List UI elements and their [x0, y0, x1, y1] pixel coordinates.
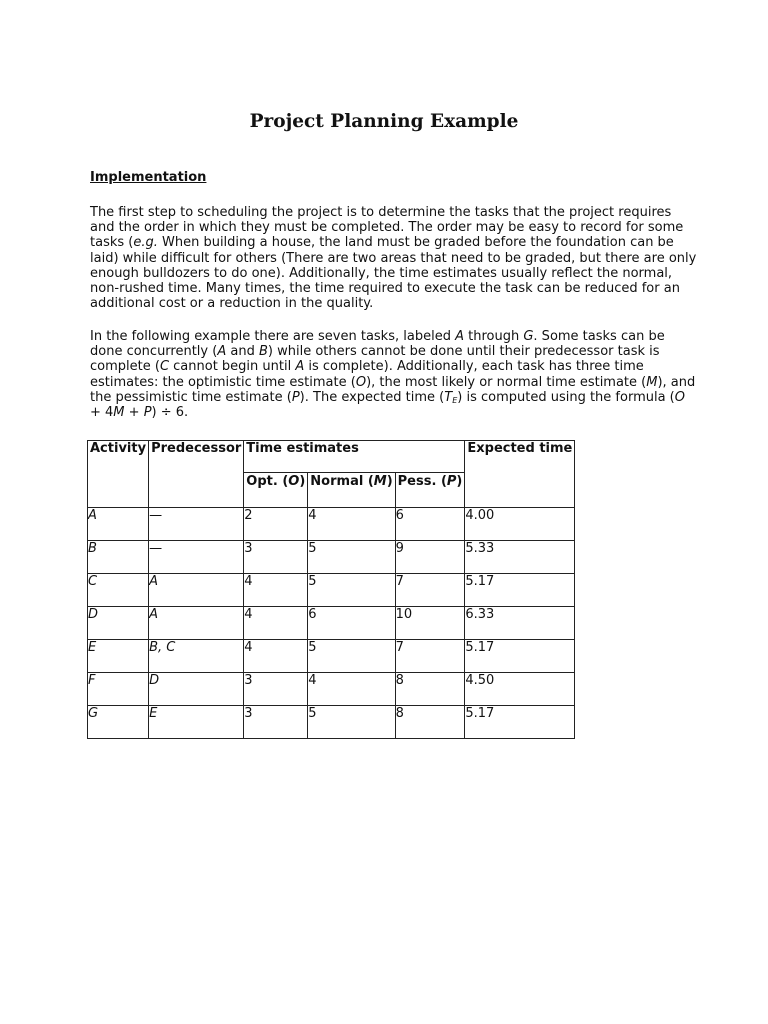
table-header-row — [88, 441, 575, 473]
cell-pessimistic: 8 — [395, 706, 465, 739]
paragraph-line: and the order in which they must be completed. The order may be easy to record for some — [90, 220, 684, 236]
text-run: + — [124, 405, 144, 421]
cell-pessimistic: 6 — [395, 508, 465, 541]
text-run: ) ÷ 6. — [151, 405, 189, 421]
cell-activity: C — [88, 574, 149, 607]
text-run: ). The expected time ( — [299, 389, 445, 405]
paragraph-line: The first step to scheduling the project is to determine the tasks that the project requires — [90, 205, 672, 220]
cell-normal: 4 — [308, 673, 395, 706]
text-run-italic: G — [523, 329, 534, 344]
paragraph-line — [90, 390, 690, 405]
cell-optimistic: 4 — [244, 640, 308, 673]
subscript-e: E — [452, 395, 458, 405]
cell-expected: 5.17 — [465, 574, 575, 607]
text-run: is complete). Additionally, each task has three time — [304, 359, 644, 375]
cell-predecessor: B, C — [149, 640, 244, 673]
text-run-italic: B — [258, 344, 268, 360]
cell-optimistic: 3 — [244, 673, 308, 706]
paragraph-line — [90, 359, 690, 374]
time-estimates-table — [87, 440, 575, 739]
header-text: Opt. ( — [246, 474, 289, 489]
cell-activity: E — [88, 640, 149, 673]
text-run: In the following example there are seven tasks, labeled — [90, 329, 456, 344]
header-text: Pess. ( — [397, 474, 447, 489]
text-run: and — [226, 344, 259, 360]
table-row — [88, 508, 575, 541]
cell-normal: 4 — [308, 508, 395, 541]
text-run: cannot begin until — [169, 359, 296, 375]
text-run: ), the most likely or normal time estimate ( — [366, 374, 647, 390]
cell-activity: D — [88, 607, 149, 640]
cell-normal: 6 — [308, 607, 395, 640]
table-row — [88, 541, 575, 574]
cell-normal: 5 — [308, 640, 395, 673]
paragraph-line — [90, 374, 696, 390]
header-predecessor: Predecessor — [149, 441, 244, 508]
cell-optimistic: 2 — [244, 508, 308, 541]
table-row — [88, 673, 575, 706]
text-run-italic: e.g. — [133, 235, 158, 251]
cell-expected: 6.33 — [465, 607, 575, 640]
text-run: the pessimistic time estimate ( — [90, 389, 292, 405]
cell-predecessor: — — [149, 508, 244, 541]
paragraph-line — [90, 329, 690, 344]
cell-expected: 5.17 — [465, 706, 575, 739]
header-pessimistic — [395, 473, 465, 508]
header-text: ) — [386, 474, 393, 489]
text-run-italic: C — [159, 359, 170, 375]
cell-optimistic: 3 — [244, 706, 308, 739]
header-time-estimates: Time estimates — [244, 441, 465, 473]
text-run-italic: M — [113, 405, 125, 421]
document-title: Project Planning Example — [249, 111, 519, 132]
text-run: ), and — [657, 374, 696, 390]
cell-normal: 5 — [308, 541, 395, 574]
paragraph-example-description — [90, 329, 696, 421]
paragraph-line — [90, 344, 690, 359]
cell-predecessor: D — [149, 673, 244, 706]
text-run: estimates: the optimistic time estimate ( — [90, 374, 356, 390]
text-run: tasks ( — [90, 235, 134, 251]
text-run: complete ( — [90, 359, 160, 375]
section-heading-implementation: Implementation — [90, 170, 207, 185]
cell-optimistic: 4 — [244, 574, 308, 607]
cell-activity: G — [88, 706, 149, 739]
paragraph-line: laid) while difficult for others (There are two areas that need to be graded, but there are only — [90, 250, 697, 266]
header-normal — [308, 473, 395, 508]
text-run-italic: P — [143, 405, 152, 421]
cell-predecessor: — — [149, 541, 244, 574]
paragraph-line: enough bulldozers to do one). Additionally, the time estimates usually reflect the normal, — [90, 265, 673, 281]
cell-predecessor: A — [149, 607, 244, 640]
table-row — [88, 640, 575, 673]
cell-expected: 5.33 — [465, 541, 575, 574]
cell-activity: F — [88, 673, 149, 706]
text-run: through — [463, 329, 524, 344]
header-variable: M — [373, 474, 387, 489]
cell-normal: 5 — [308, 706, 395, 739]
text-run-italic: M — [646, 374, 658, 390]
text-run-italic: A — [295, 359, 305, 375]
text-run-italic: O — [674, 389, 685, 405]
cell-pessimistic: 7 — [395, 640, 465, 673]
text-run: When building a house, the land must be graded before the foundation can be — [157, 235, 674, 251]
cell-predecessor: E — [149, 706, 244, 739]
table-row — [88, 706, 575, 739]
cell-activity: B — [88, 541, 149, 574]
text-run: done concurrently ( — [90, 344, 218, 360]
header-variable: P — [446, 474, 457, 489]
header-text: ) — [456, 474, 463, 489]
text-run-italic: A — [455, 329, 464, 344]
cell-pessimistic: 9 — [395, 541, 465, 574]
cell-pessimistic: 7 — [395, 574, 465, 607]
cell-pessimistic: 8 — [395, 673, 465, 706]
cell-pessimistic: 10 — [395, 607, 465, 640]
text-run: ) is computed using the formula ( — [457, 389, 675, 405]
paragraph-line: non-rushed time. Many times, the time required to execute the task can be reduced for an — [90, 281, 680, 297]
table-row — [88, 574, 575, 607]
text-run: + 4 — [90, 405, 114, 421]
cell-optimistic: 4 — [244, 607, 308, 640]
text-run: ) while others cannot be done until their predecessor task is — [267, 344, 660, 360]
cell-predecessor: A — [149, 574, 244, 607]
cell-expected: 4.50 — [465, 673, 575, 706]
cell-expected: 5.17 — [465, 640, 575, 673]
paragraph-scheduling-intro — [90, 205, 697, 312]
paragraph-line — [90, 235, 690, 250]
paragraph-line — [90, 405, 690, 420]
cell-activity: A — [88, 508, 149, 541]
cell-normal: 5 — [308, 574, 395, 607]
paragraph-line: additional cost or a reduction in the quality. — [90, 296, 374, 312]
text-run: . Some tasks can be — [533, 329, 665, 344]
cell-optimistic: 3 — [244, 541, 308, 574]
text-run-italic: P — [291, 389, 300, 405]
header-text: Normal ( — [310, 474, 374, 489]
text-run-italic: O — [355, 374, 367, 390]
text-run-italic: A — [217, 344, 227, 360]
header-activity: Activity — [88, 441, 149, 508]
header-variable: O — [288, 474, 300, 489]
table-row — [88, 607, 575, 640]
header-expected-time: Expected time — [465, 441, 575, 508]
text-run-italic: T — [444, 389, 453, 405]
cell-expected: 4.00 — [465, 508, 575, 541]
header-optimistic — [244, 473, 308, 508]
header-text: ) — [299, 474, 306, 489]
